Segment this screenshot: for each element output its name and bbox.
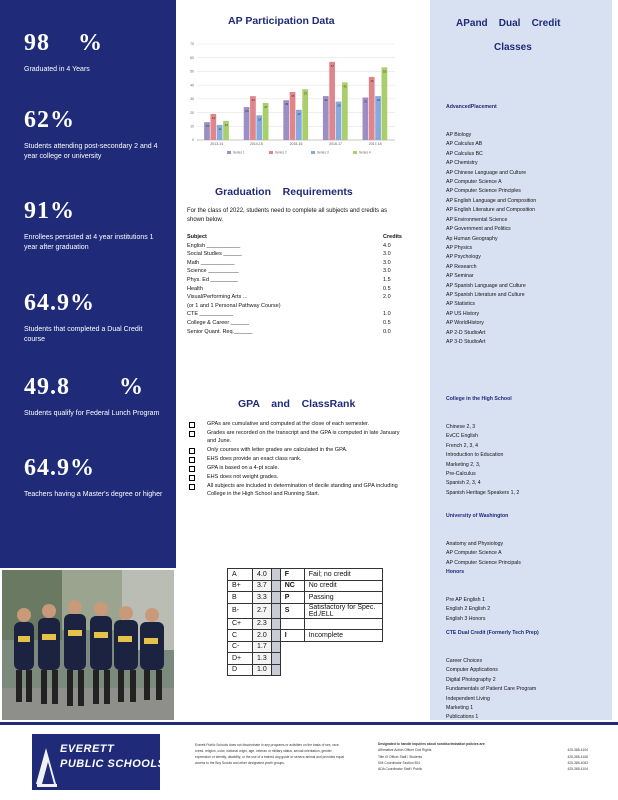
grade-row (228, 618, 383, 630)
legend-label: Series 3 (317, 150, 329, 155)
grade-row (228, 630, 383, 642)
gpa-list-item: GPAs are cumulative and computed at the close of each semester. (187, 420, 402, 428)
stat-label: Graduated in 4 Years (24, 66, 90, 73)
chart-svg (179, 40, 399, 164)
requirement-subject: Math ___________ (187, 259, 235, 266)
honors-course-list: Pre AP English 1 English 2 English 2 English 3 Honors (446, 597, 491, 622)
ap-participation-chart (179, 40, 399, 164)
grade-letter: B- (228, 603, 253, 618)
grade-code: I (280, 630, 304, 642)
bar-value-label: 19 (211, 115, 216, 120)
grade-code-meaning: Incomplete (304, 630, 382, 642)
y-tick-label: 20 (190, 110, 194, 115)
y-tick-label: 60 (190, 55, 194, 60)
stat-value: 49.8 % (24, 374, 144, 400)
contact-role: Affirmative Action Officer Civil Rights (378, 748, 432, 753)
graduation-intro: For the class of 2022, students need to complete all subjects and credits as shown below. (187, 208, 388, 223)
grade-points: 3.7 (253, 580, 272, 592)
grade-row (228, 641, 383, 653)
bar-value-label: 35 (291, 94, 295, 98)
bar-value-label: 28 (337, 103, 341, 108)
grade-row (228, 580, 383, 592)
honors-section-title: Honors (446, 568, 465, 575)
legend-label: Series 4 (359, 150, 371, 155)
requirement-credits: 3.0 (383, 251, 391, 258)
grade-points: 3.3 (253, 592, 272, 604)
grade-separator (271, 630, 280, 642)
grade-separator (271, 580, 280, 592)
contact-phone: 425-385-4104 (567, 748, 588, 753)
grade-letter: C+ (228, 618, 253, 630)
grade-letter: D (228, 664, 253, 676)
contact-role: Title IX Officer Staff / Students (378, 754, 423, 759)
grade-letter: C (228, 630, 253, 642)
footer-divider (0, 722, 618, 725)
y-tick-label: 10 (190, 124, 194, 129)
bar-value-label: 46 (370, 78, 374, 83)
cte-section-title: CTE Dual Credit (Formerly Tech Prep) (446, 629, 539, 636)
requirement-row (187, 319, 402, 328)
grade-letter: D+ (228, 653, 253, 665)
requirement-row (187, 276, 402, 285)
bar-value-label: 24 (245, 109, 249, 114)
chart-bar (363, 97, 369, 140)
requirement-row (187, 310, 402, 319)
y-tick-label: 50 (190, 69, 194, 74)
requirement-subject: English ___________ (187, 242, 241, 249)
requirements-header-row (187, 233, 402, 242)
chart-bar (382, 67, 388, 140)
bar-value-label: 13 (205, 124, 209, 129)
grade-points: 2.7 (253, 603, 272, 618)
right-heading-line2: Classes (494, 42, 532, 53)
grade-letter: C- (228, 641, 253, 653)
grade-row (228, 653, 383, 665)
bar-value-label: 32 (324, 98, 328, 103)
grade-row (228, 569, 383, 581)
grade-separator (271, 664, 280, 676)
subject-header: Subject (187, 234, 207, 240)
bar-value-label: 18 (257, 117, 262, 122)
chart-bar (329, 62, 335, 140)
requirement-row (187, 242, 402, 251)
contact-role: 504 Coordinator Section 504 (378, 760, 420, 765)
uw-section-title: University of Washington (446, 512, 509, 519)
contact-phone: 425-385-4063 (567, 760, 588, 765)
bar-value-label: 11 (218, 126, 222, 131)
bar-value-label: 29 (284, 102, 289, 107)
grade-code: F (280, 569, 304, 581)
grade-code: NC (280, 580, 304, 592)
stats-column (0, 0, 176, 568)
contacts-heading: Designated to handle inquiries about nondiscrimination policies are: (378, 742, 486, 746)
requirement-credits: 3.0 (383, 259, 391, 266)
contact-row (378, 766, 588, 772)
bar-value-label: 42 (343, 84, 347, 89)
requirement-row (187, 328, 402, 337)
chs-section-title: College in the High School (446, 395, 512, 402)
requirement-row (187, 250, 402, 259)
stat-value: 91% (24, 198, 75, 224)
grade-letter: B+ (228, 580, 253, 592)
grade-separator (271, 569, 280, 581)
stat-dual-credit (24, 290, 164, 345)
stat-label: Teachers having a Master's degree or higher (24, 491, 163, 498)
grade-code-meaning: Fail; no credit (304, 569, 382, 581)
ap-course-section (446, 84, 536, 357)
gpa-list-item: Only courses with letter grades are calculated in the GPA. (187, 446, 402, 454)
requirement-row (187, 302, 402, 311)
bar-value-label: 31 (364, 99, 368, 104)
requirement-credits: 3.0 (383, 268, 391, 275)
grade-code-meaning: No credit (304, 580, 382, 592)
stat-value: 64.9% (24, 290, 95, 316)
gpa-list-item: GPA is based on a 4-pt scale. (187, 464, 402, 472)
requirement-credits: 0.0 (383, 328, 391, 335)
grade-scale-table (227, 568, 383, 676)
chart-bar (323, 96, 329, 140)
grade-points: 2.3 (253, 618, 272, 630)
nondiscrimination-contacts (378, 741, 588, 772)
grade-code: P (280, 592, 304, 604)
bar-value-label: 32 (251, 98, 255, 103)
chart-bar (369, 77, 375, 140)
x-tick-label: 2016-17 (329, 142, 343, 146)
cte-course-section (446, 610, 539, 732)
requirement-credits: 1.5 (383, 276, 391, 283)
requirement-credits: 0.5 (383, 285, 391, 292)
cte-course-list: Career Choices Computer Applications Digital Photography 2 Fundamentals of Patient Care Program Independent Living Marketing 1 Publications 1 (446, 658, 537, 721)
x-tick-label: 2014-15 (249, 142, 263, 146)
grade-separator (271, 641, 280, 653)
grade-letter: B (228, 592, 253, 604)
ap-section-title: AdvancedPlacement (446, 103, 497, 110)
grade-letter: A (228, 569, 253, 581)
stat-lunch-program (24, 374, 164, 419)
chart-title: AP Participation Data (228, 15, 335, 27)
grade-code-meaning: Satisfactory for Spec. Ed./ELL (304, 603, 382, 618)
grade-separator (271, 618, 280, 630)
y-tick-label: 40 (190, 83, 194, 88)
legend-label: Series 2 (275, 150, 287, 155)
bar-value-label: 14 (224, 122, 228, 127)
stat-label: Students that completed a Dual Credit course (24, 326, 143, 343)
chart-bar (290, 92, 296, 140)
gpa-list-item: EHS does not weight grades. (187, 473, 402, 481)
bar-value-label: 32 (376, 98, 381, 103)
grade-points: 1.7 (253, 641, 272, 653)
gpa-list-item: All subjects are included in determination of decile standing and GPA including College in the High School and Running Start. (187, 482, 402, 498)
bar-value-label: 37 (303, 91, 308, 96)
bar-value-label: 27 (264, 104, 268, 109)
requirement-row (187, 267, 402, 276)
stat-teachers-masters (24, 455, 164, 500)
grade-code-meaning: Passing (304, 592, 382, 604)
stat-label: Enrollees persisted at 4 year institutions 1 year after graduation (24, 234, 154, 251)
requirement-credits: 2.0 (383, 294, 391, 301)
y-tick-label: 70 (190, 42, 194, 47)
legend-swatch (311, 151, 315, 154)
grade-row (228, 592, 383, 604)
bar-value-label: 53 (383, 69, 387, 74)
grade-points: 1.3 (253, 653, 272, 665)
x-tick-label: 2017-18 (368, 142, 382, 146)
requirement-subject: CTE ___________ (187, 311, 234, 318)
chart-bar (250, 96, 256, 140)
requirement-subject: Science __________ (187, 268, 239, 275)
requirement-row (187, 293, 402, 302)
x-tick-label: 2013-14 (210, 142, 224, 146)
graduation-heading: Graduation Requirements (215, 186, 353, 198)
contact-phone: 425-385-4104 (567, 767, 588, 772)
grade-code: S (280, 603, 304, 618)
requirement-credits: 0.5 (383, 319, 391, 326)
bar-value-label: 57 (330, 63, 335, 68)
requirement-subject: Health (187, 285, 203, 292)
legend-swatch (353, 151, 357, 154)
y-tick-label: 30 (190, 97, 194, 102)
legend-swatch (227, 151, 231, 154)
requirement-subject: Visual/Performing Arts ... (187, 294, 248, 301)
requirement-credits: 1.0 (383, 311, 391, 318)
grade-points: 1.0 (253, 664, 272, 676)
grade-points: 4.0 (253, 569, 272, 581)
uw-course-list: Anatomy and Physiology AP Computer Science A AP Computer Science Principals (446, 541, 521, 566)
y-tick-label: 0 (192, 138, 194, 143)
grade-points: 2.0 (253, 630, 272, 642)
contact-role: ADA Coordinator Staff / Public (378, 767, 423, 772)
requirement-credits (375, 302, 402, 311)
requirement-subject: College & Career ______ (187, 319, 250, 326)
chs-course-list: Chinese 2, 3 EvCC English French 2, 3, 4 Introduction to Education Marketing 2, 3, Pre-Calculus Spanish 2, 3, 4 Spanish Heritage Speakers 1, 2 (446, 424, 520, 496)
gpa-list-item: EHS does provide an exact class rank. (187, 455, 402, 463)
requirement-subject: Senior Quant. Req.______ (187, 328, 253, 335)
gpa-heading: GPA and ClassRank (238, 398, 356, 410)
stat-label: Students qualify for Federal Lunch Program (24, 410, 160, 417)
legend-label: Series 1 (233, 150, 245, 155)
right-heading-line1: APand Dual Credit (456, 18, 561, 29)
requirement-credits: 4.0 (383, 242, 391, 249)
logo-line1: EVERETT (60, 743, 115, 755)
bar-value-label: 22 (297, 111, 301, 116)
grade-separator (271, 603, 280, 618)
chs-course-section (446, 376, 519, 508)
grade-code (280, 618, 304, 630)
stat-value: 62% (24, 107, 75, 133)
grade-row (228, 664, 383, 676)
contact-phone: 425-385-4106 (567, 754, 588, 759)
grade-row (228, 603, 383, 618)
requirement-row (187, 259, 402, 268)
credits-header: Credits (383, 234, 402, 240)
x-tick-label: 2015-16 (289, 142, 303, 146)
grade-code-meaning (304, 618, 382, 630)
requirement-row (187, 285, 402, 294)
chart-bar (375, 96, 381, 140)
stat-graduated (24, 30, 164, 75)
gpa-list (187, 420, 402, 499)
stat-label: Students attending post-secondary 2 and 4 year college or university (24, 143, 158, 160)
students-photo (2, 570, 174, 720)
stat-post-secondary (24, 107, 164, 162)
requirements-table (187, 233, 402, 336)
requirement-subject: Social Studies ______ (187, 251, 242, 258)
chart-bar (302, 89, 308, 140)
chart-bar (342, 82, 348, 140)
requirement-subject: (or 1 and 1 Personal Pathway Course) (187, 302, 281, 309)
nondiscrimination-statement: Everett Public Schools does not discriminate in any programs or activities on the basis of sex, race, creed, religion, color, national origin, age, veteran or military status, sexual orientation, gender expression or identity, disability, or the use of a trained dog guide or service animal and provides equal access to the Boy Scouts and other designated youth groups. (195, 743, 345, 765)
stat-value: 64.9% (24, 455, 95, 481)
stat-value: 98 % (24, 30, 103, 56)
gpa-list-item: Grades are recorded on the transcript and the GPA is computed in late January and June. (187, 429, 402, 445)
stat-persisted (24, 198, 164, 253)
logo-line2: PUBLIC SCHOOLS (60, 758, 166, 770)
grade-separator (271, 592, 280, 604)
grade-separator (271, 653, 280, 665)
requirement-subject: Phys. Ed _________ (187, 276, 239, 283)
ap-course-list: AP Biology AP Calculus AB AP Calculus BC AP Chemistry AP Chinese Language and Culture AP Computer Science A AP Computer Science Principles AP English Language and Composition AP English Literature and Composition AP Environmental Science AP Government and Politics Ap Human Geography AP Physics AP Psychology AP Research AP Seminar AP Spanish Language and Culture AP Spanish Literature and Culture AP Statistics AP US History AP WorldHistory AP 2-D StudioArt AP 3-D StudioArt (446, 132, 537, 345)
legend-swatch (269, 151, 273, 154)
